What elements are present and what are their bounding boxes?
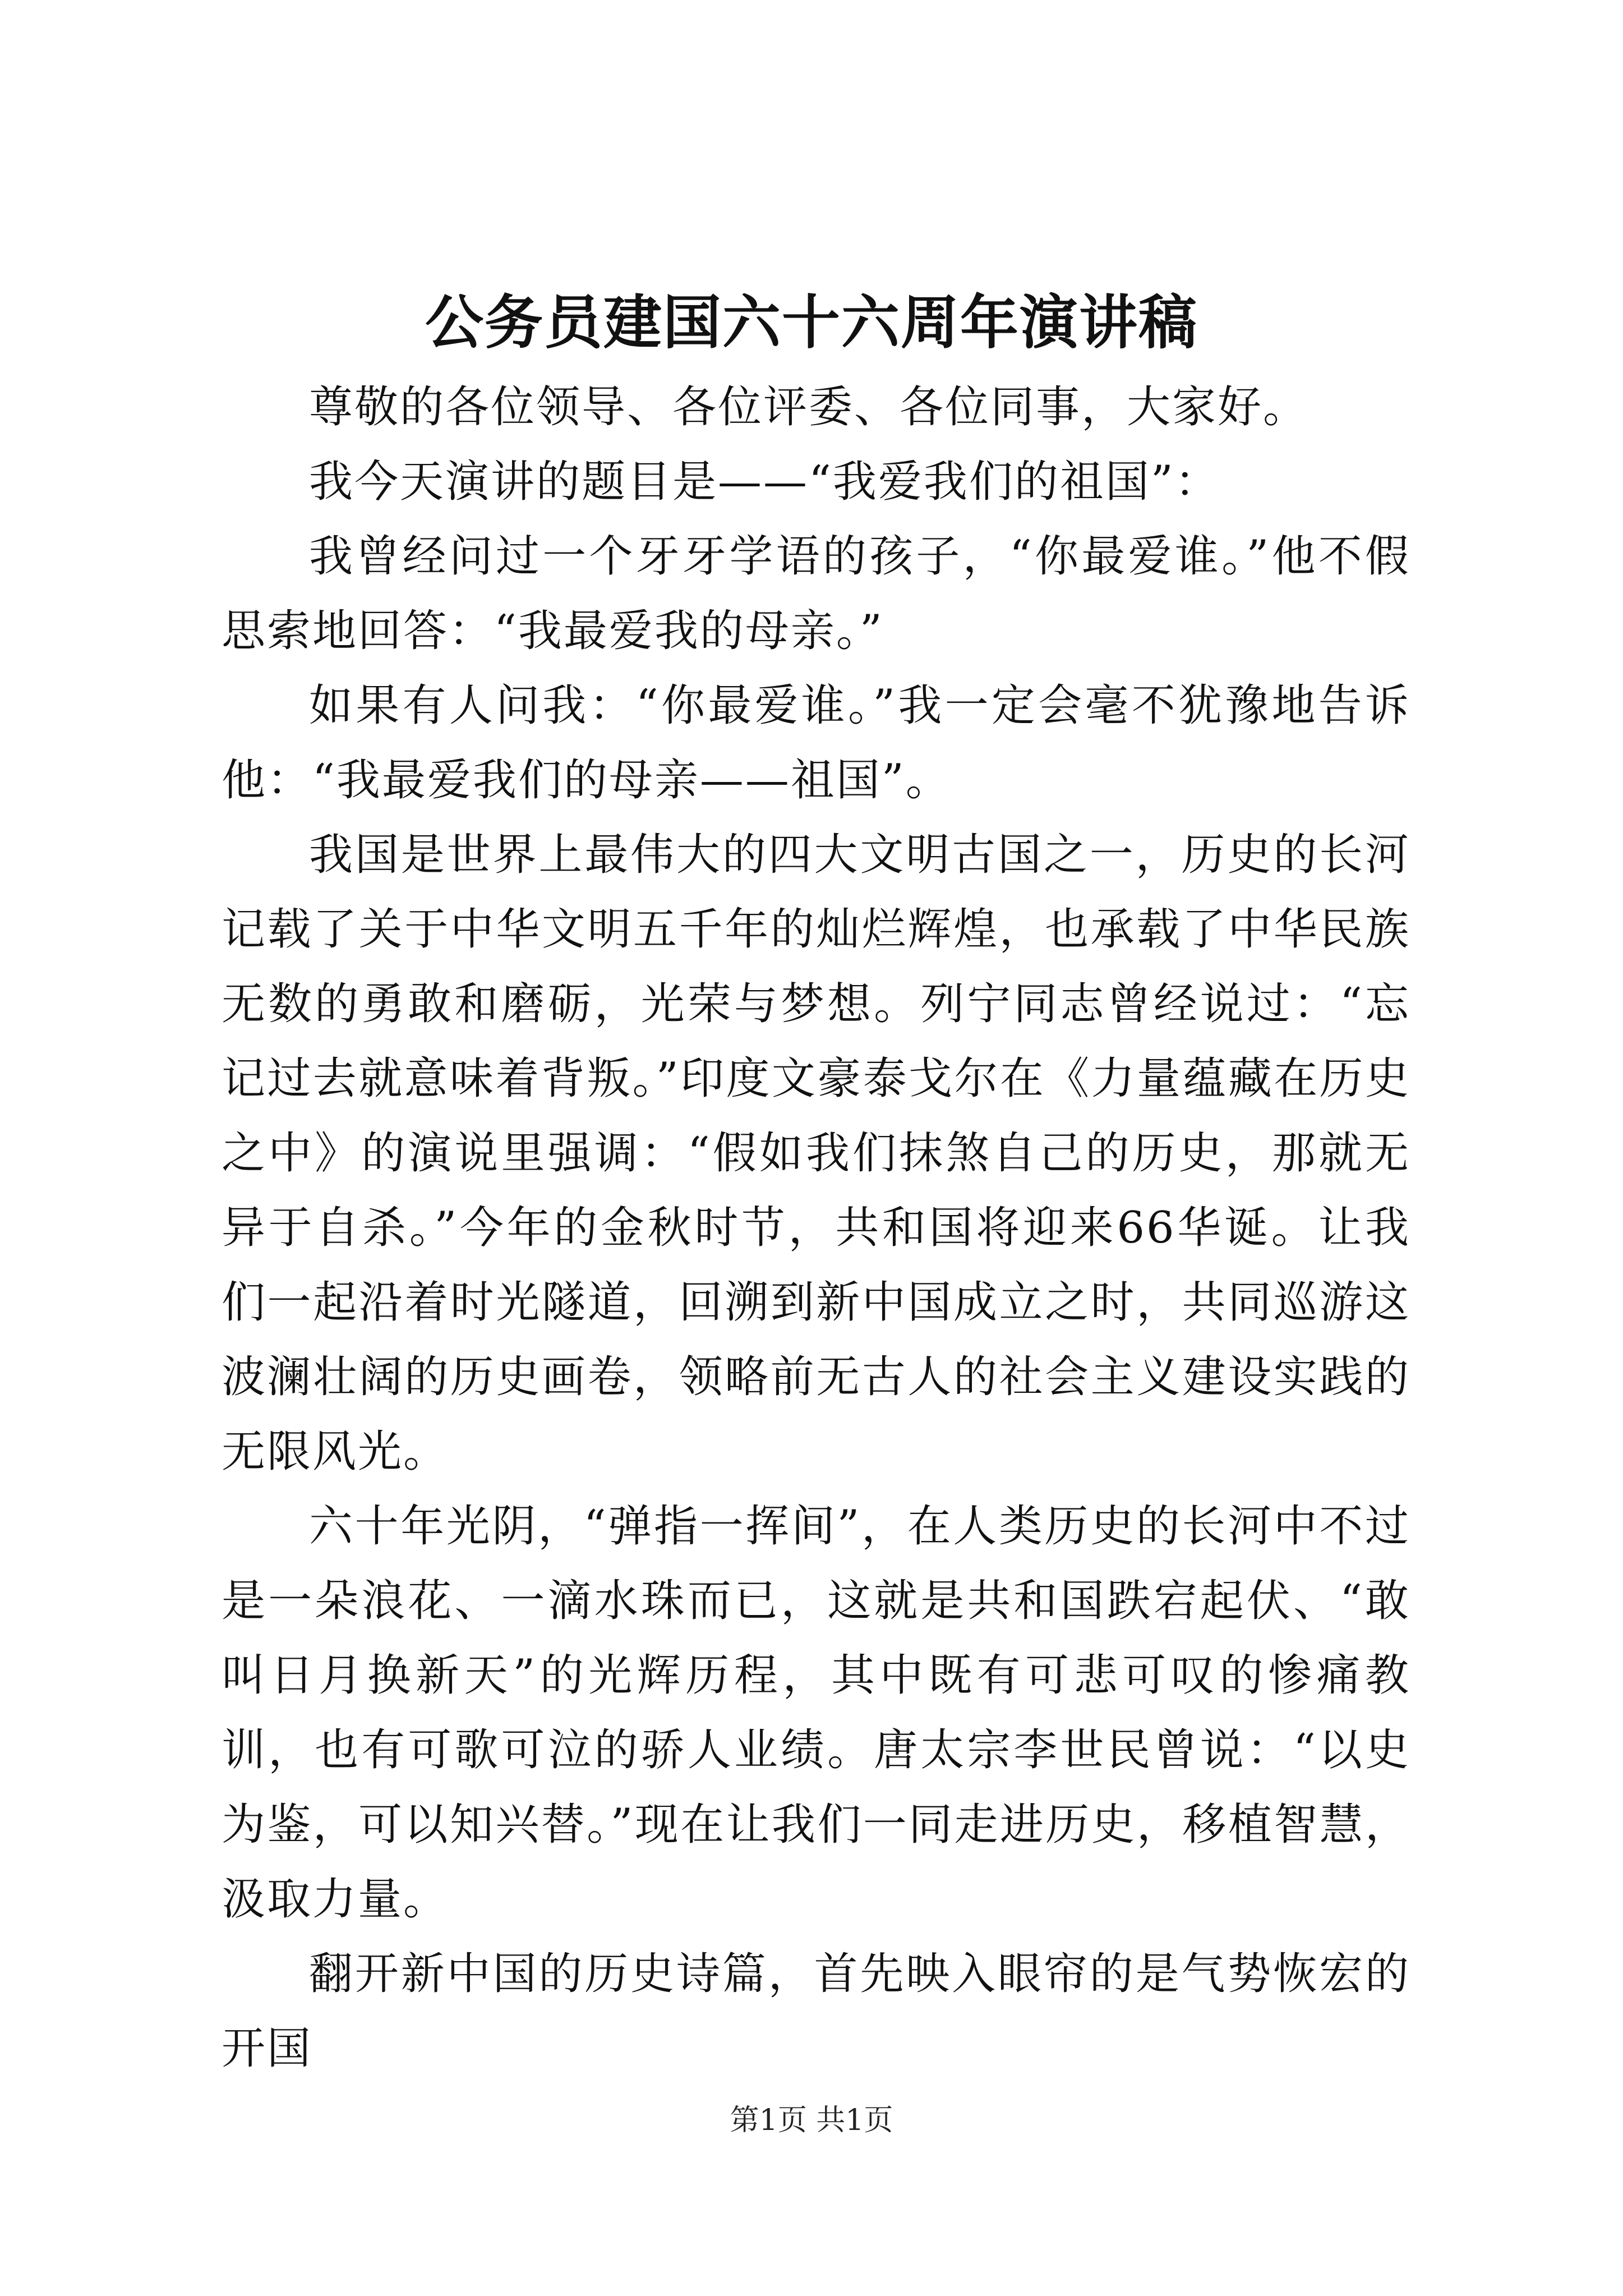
paragraph-topic: 我今天演讲的题目是——“我爱我们的祖国”： — [309, 457, 1220, 507]
paragraph-my-answer: 如果有人问我：“你最爱谁。”我一定会毫不犹豫地告诉他：“我最爱我们的母亲——祖国”。 — [222, 680, 1410, 806]
paragraph-child-question: 我曾经问过一个牙牙学语的孩子，“你最爱谁。”他不假思索地回答：“我最爱我的母亲。” — [222, 531, 1410, 656]
document-body — [222, 370, 1410, 2086]
paragraph-history: 我国是世界上最伟大的四大文明古国之一，历史的长河记载了关于中华文明五千年的灿烂辉煌，也承载了中华民族无数的勇敢和磨砺，光荣与梦想。列宁同志曾经说过：“忘记过去就意味着背叛。”印度文豪泰戈尔在《力量蕴藏在历史之中》的演说里强调：“假如我们抹煞自己的历史，那就无异于自杀。”今年的金秋时节，共和国将迎来66华诞。让我们一起沿着时光隧道，回溯到新中国成立之时，共同巡游这波澜壮阔的历史画卷，领略前无古人的社会主义建设实践的无限风光。 — [222, 830, 1410, 1477]
paragraph-greeting: 尊敬的各位领导、各位评委、各位同事，大家好。 — [309, 382, 1309, 432]
page-footer: 第1页 共1页 — [730, 2104, 893, 2137]
paragraph-sixty-years: 六十年光阴，“弹指一挥间”，在人类历史的长河中不过是一朵浪花、一滴水珠而已，这就是共和国跌宕起伏、“敢叫日月换新天”的光辉历程，其中既有可悲可叹的惨痛教训，也有可歌可泣的骄人业绩。唐太宗李世民曾说：“以史为鉴，可以知兴替。”现在让我们一同走进历史，移植智慧，汲取力量。 — [222, 1501, 1410, 1925]
page-title: 公务员建国六十六周年演讲稿 — [425, 288, 1198, 357]
paragraph-new-china: 翻开新中国的历史诗篇，首先映入眼帘的是气势恢宏的开国 — [222, 1949, 1410, 2074]
